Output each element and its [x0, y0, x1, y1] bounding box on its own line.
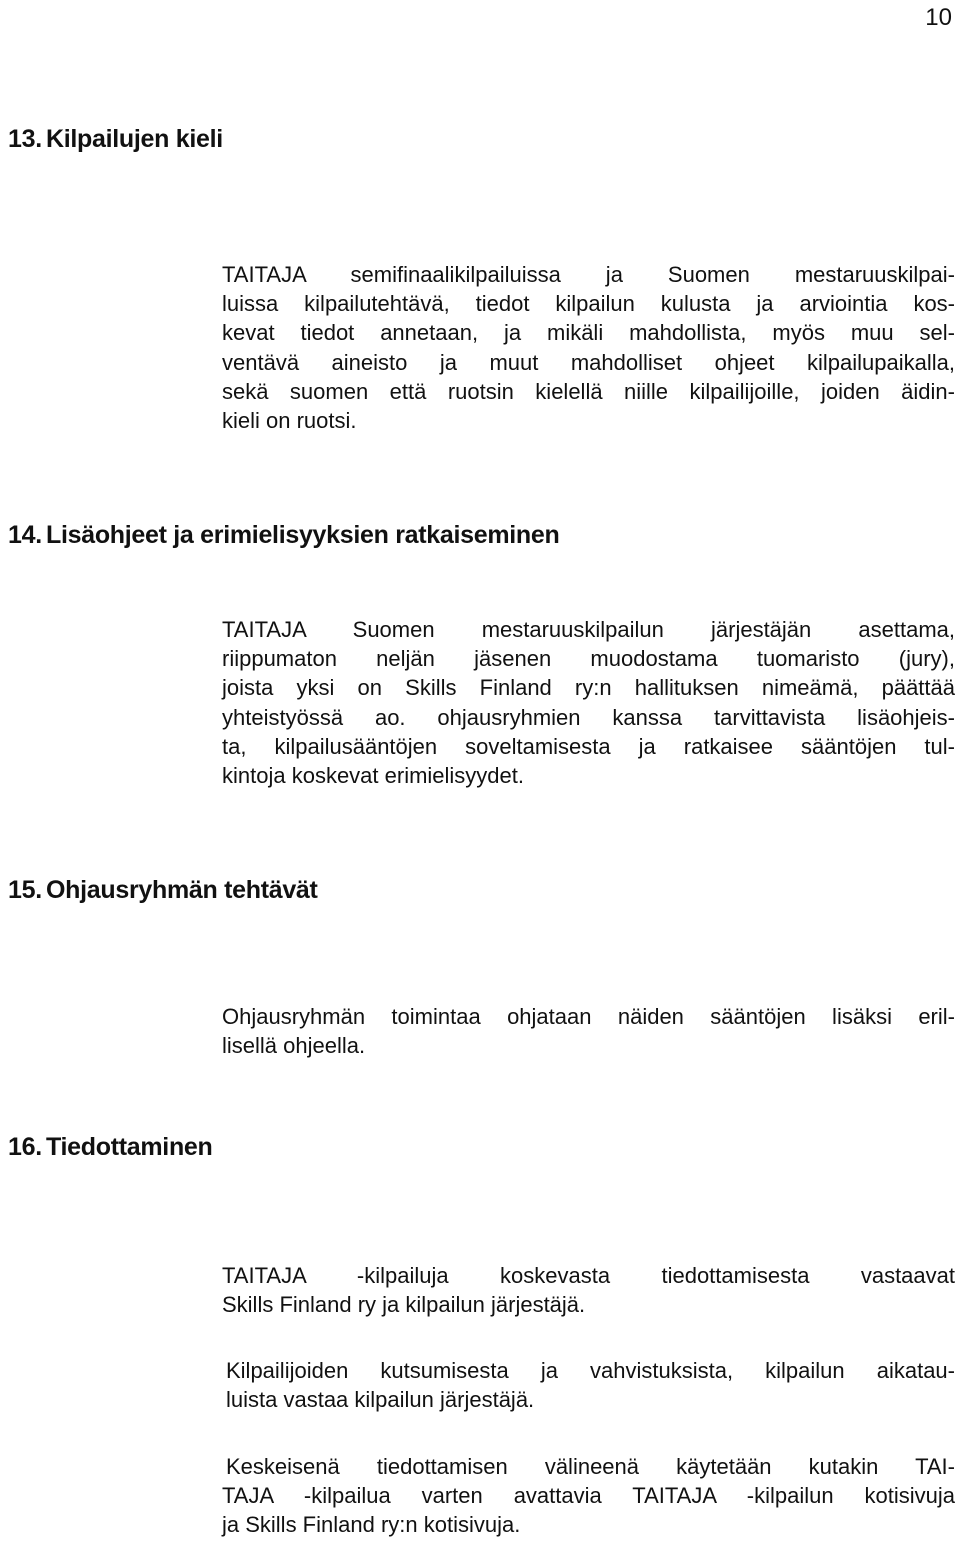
section-heading-14: [8, 521, 559, 550]
section-16-paragraph-1: [222, 1261, 955, 1319]
text-line: Kilpailijoiden kutsumisesta ja vahvistuksista, kilpailun aikatau-: [226, 1358, 955, 1383]
text-line: Keskeisenä tiedottamisen välineenä käytetään kutakin TAI-: [226, 1454, 955, 1479]
text-line: TAITAJA semifinaalikilpailuissa ja Suomen mestaruuskilpai-: [222, 262, 955, 287]
text-line: kintoja koskevat erimielisyydet.: [222, 763, 525, 789]
text-line: TAITAJA Suomen mestaruuskilpailun järjestäjän asettama,: [222, 617, 955, 642]
section-number: 14.: [8, 521, 42, 549]
section-title: Tiedottaminen: [46, 1133, 213, 1161]
section-heading-13: [8, 125, 223, 154]
text-line: ventävä aineisto ja muut mahdolliset ohjeet kilpailupaikalla,: [222, 349, 955, 375]
section-14-paragraph: [222, 615, 955, 790]
text-line: kieli on ruotsi.: [222, 408, 357, 434]
text-line: joista yksi on Skills Finland ry:n hallituksen nimeämä, päättää: [222, 675, 955, 701]
text-line: yhteistyössä ao. ohjausryhmien kanssa tarvittavista lisäohjeis-: [222, 704, 955, 730]
text-line: luista vastaa kilpailun järjestäjä.: [226, 1387, 535, 1413]
section-15-paragraph: [222, 1002, 955, 1060]
text-line: ta, kilpailusääntöjen soveltamisesta ja ratkaisee sääntöjen tul-: [222, 733, 955, 759]
section-title: Ohjausryhmän tehtävät: [46, 876, 318, 904]
page-number: 10: [925, 4, 952, 31]
text-line: sekä suomen että ruotsin kielellä niille kilpailijoille, joiden äidin-: [222, 378, 955, 404]
section-13-paragraph: [222, 260, 955, 435]
text-line: Skills Finland ry ja kilpailun järjestäjä.: [222, 1292, 586, 1318]
section-number: 13.: [8, 125, 42, 153]
text-line: TAITAJA -kilpailuja koskevasta tiedottamisesta vastaavat: [222, 1263, 955, 1288]
text-line: Ohjausryhmän toimintaa ohjataan näiden sääntöjen lisäksi eril-: [222, 1004, 955, 1029]
text-line: ja Skills Finland ry:n kotisivuja.: [222, 1512, 521, 1538]
section-number: 16.: [8, 1133, 42, 1161]
section-title: Lisäohjeet ja erimielisyyksien ratkaiseminen: [46, 521, 560, 549]
text-line: riippumaton neljän jäsenen muodostama tuomaristo (jury),: [222, 646, 955, 672]
text-line: kevat tiedot annetaan, ja mikäli mahdollista, myös muu sel-: [222, 320, 955, 346]
text-line: lisellä ohjeella.: [222, 1033, 366, 1059]
text-line: TAJA -kilpailua varten avattavia TAITAJA -kilpailun kotisivuja: [222, 1483, 955, 1509]
section-16-paragraph-3: [222, 1452, 955, 1540]
section-heading-15: [8, 876, 318, 905]
section-16-paragraph-2: [226, 1356, 955, 1414]
section-number: 15.: [8, 876, 42, 904]
section-heading-16: [8, 1133, 213, 1162]
text-line: luissa kilpailutehtävä, tiedot kilpailun kulusta ja arviointia kos-: [222, 291, 955, 317]
section-title: Kilpailujen kieli: [46, 125, 223, 153]
